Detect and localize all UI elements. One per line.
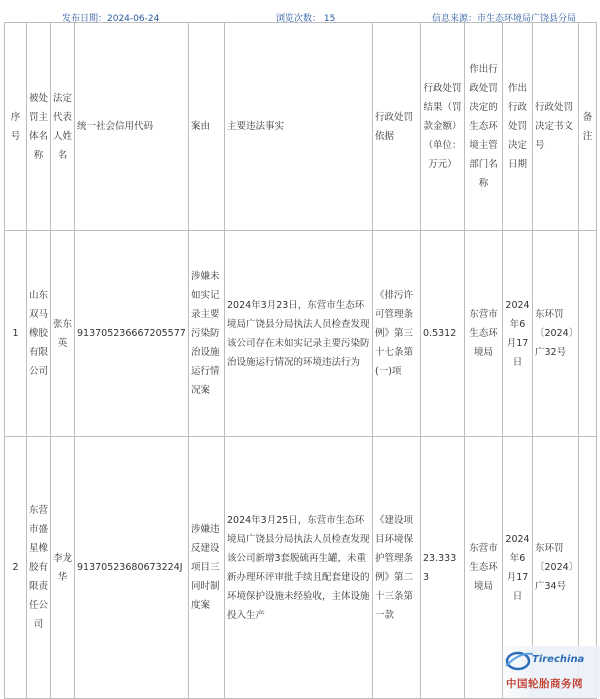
publish-meta-bar [0,0,600,22]
cell-credit-code: 91370523680673224J [75,437,189,699]
header-cause: 案由 [189,23,225,231]
header-entity: 被处罚主体名称 [27,23,51,231]
header-seq: 序号 [5,23,27,231]
cell-decision-date: 2024年6月17日 [503,437,533,699]
cell-authority: 东营市生态环境局 [465,437,503,699]
watermark-brand: Tirechina [532,654,585,665]
cell-result: 0.5312 [421,231,465,437]
cell-decision-date: 2024年6月17日 [503,231,533,437]
cell-basis: 《建设项目环境保护管理条例》第二十三条第一款 [373,437,421,699]
cell-doc-no: 东环罚〔2024〕广32号 [533,231,579,437]
view-count: 浏览次数： 15 [276,14,336,24]
header-result: 行政处罚结果（罚款金额）（单位：万元） [421,23,465,231]
header-decision-date: 作出行政处罚决定日期 [503,23,533,231]
header-authority: 作出行政处罚决定的生态环境主管部门名称 [465,23,503,231]
header-doc-no: 行政处罚决定书文号 [533,23,579,231]
publish-date: 发布日期：2024-06-24 [62,14,160,24]
header-remark: 备注 [579,23,597,231]
cell-entity: 山东双马橡胶有限公司 [27,231,51,437]
penalty-table [4,22,597,699]
cell-remark [579,231,597,437]
watermark-text: 中国轮胎商务网 [506,678,583,690]
header-legal-rep: 法定代表人姓名 [51,23,75,231]
header-facts: 主要违法事实 [225,23,373,231]
cell-legal-rep: 张东英 [51,231,75,437]
cell-result: 23.3333 [421,437,465,699]
cell-legal-rep: 李龙华 [51,437,75,699]
cell-authority: 东营市生态环境局 [465,231,503,437]
site-watermark [496,646,600,698]
table-row [5,231,597,437]
cell-facts: 2024年3月23日，东营市生态环境局广饶县分局执法人员检查发现该公司存在未如实记录主要污染防治设施运行情况的环境违法行为 [225,231,373,437]
cell-seq: 2 [5,437,27,699]
header-basis: 行政处罚依据 [373,23,421,231]
tire-logo-icon [504,648,534,672]
info-source: 信息来源：市生态环境局广饶县分局 [432,14,577,24]
cell-doc-no: 东环罚〔2024〕广34号 [533,437,579,699]
cell-cause: 涉嫌未如实记录主要污染防治设施运行情况案 [189,231,225,437]
cell-cause: 涉嫌违反建设项目三同时制度案 [189,437,225,699]
header-credit-code: 统一社会信用代码 [75,23,189,231]
cell-facts: 2024年3月25日，东营市生态环境局广饶县分局执法人员检查发现该公司新增3套脱硫再生罐，未重新办理环评审批手续且配套建设的环境保护设施未经验收，主体设施投入生产 [225,437,373,699]
cell-credit-code: 913705236667205577 [75,231,189,437]
cell-entity: 东营市盛星橡胶有限责任公司 [27,437,51,699]
header-row [5,23,597,231]
cell-seq: 1 [5,231,27,437]
cell-basis: 《排污许可管理条例》第三十七条第(一)项 [373,231,421,437]
